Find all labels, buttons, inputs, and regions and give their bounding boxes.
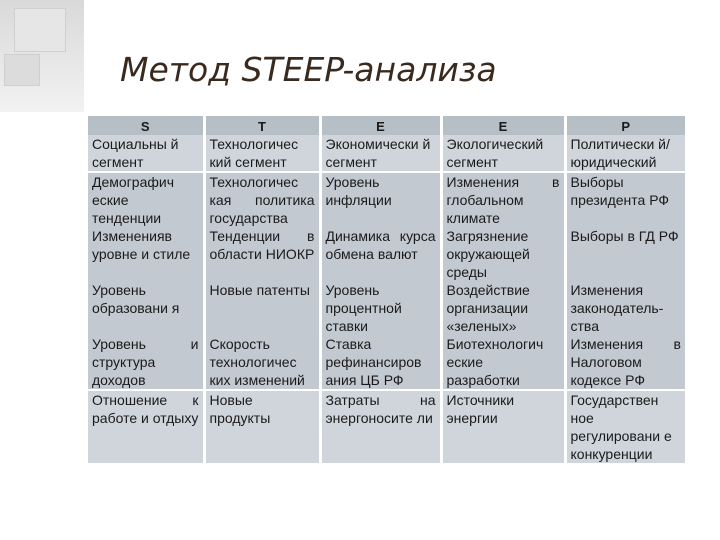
table-cell: Уровень инфляции: [320, 172, 441, 227]
header-cell: S: [88, 116, 204, 135]
table-cell: Затраты на энергоносите ли: [320, 390, 441, 463]
table-cell: Ставка рефинансиров ания ЦБ РФ: [320, 335, 441, 390]
table-row: [88, 172, 685, 227]
decorative-square: [14, 8, 66, 52]
decorative-corner: [0, 0, 84, 112]
table-cell: Динамика курса обмена валют: [320, 227, 441, 281]
table-cell: Социальны й сегмент: [88, 135, 204, 172]
header-row: [88, 116, 685, 135]
header-cell: T: [204, 116, 320, 135]
table-cell: Измененияв уровне и стиле: [88, 227, 204, 281]
table-cell: Источники энергии: [441, 390, 565, 463]
decorative-square: [4, 54, 40, 86]
page-title: Метод STEEP-анализа: [120, 50, 497, 89]
table-cell: Политически й/ юридический: [565, 135, 685, 172]
table-cell: Загрязнение окружающей среды: [441, 227, 565, 281]
table-cell: Уровень процентной ставки: [320, 281, 441, 335]
table-cell: Выборы в ГД РФ: [565, 227, 685, 281]
table-cell: Уровень образовани я: [88, 281, 204, 335]
table-cell: Изменения законодатель- ства: [565, 281, 685, 335]
table-cell: Государствен ное регулировани е конкуренции: [565, 390, 685, 463]
header-cell: E: [320, 116, 441, 135]
table-row: [88, 390, 685, 463]
table-cell: Экономически й сегмент: [320, 135, 441, 172]
table-row: [88, 227, 685, 281]
table-cell: Технологичес кий сегмент: [204, 135, 320, 172]
table-row: [88, 335, 685, 390]
table-cell: Демографич еские тенденции: [88, 172, 204, 227]
table-cell: Уровень и структура доходов: [88, 335, 204, 390]
header-cell: P: [565, 116, 685, 135]
table-cell: Биотехнологич еские разработки: [441, 335, 565, 390]
steep-table: [88, 116, 685, 463]
table-cell: Экологический сегмент: [441, 135, 565, 172]
table-cell: Выборы президента РФ: [565, 172, 685, 227]
table-cell: Технологичес кая политика государства: [204, 172, 320, 227]
table-row: [88, 135, 685, 172]
table-cell: Отношение к работе и отдыху: [88, 390, 204, 463]
table-row: [88, 281, 685, 335]
table-cell: Тенденции в области НИОКР: [204, 227, 320, 281]
table-cell: Изменения в глобальном климате: [441, 172, 565, 227]
table-cell: Новые патенты: [204, 281, 320, 335]
table-cell: Скорость технологичес ких изменений: [204, 335, 320, 390]
table-cell: Воздействие организации «зеленых»: [441, 281, 565, 335]
table-cell: Изменения в Налоговом кодексе РФ: [565, 335, 685, 390]
header-cell: E: [441, 116, 565, 135]
table-cell: Новые продукты: [204, 390, 320, 463]
